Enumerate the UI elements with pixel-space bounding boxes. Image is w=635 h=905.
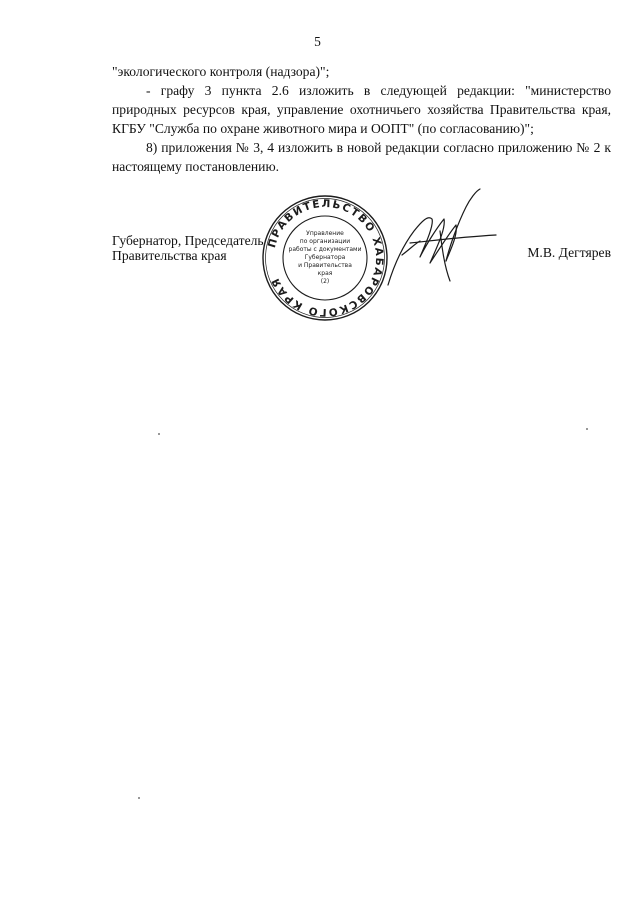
paragraph-appendix-edit: 8) приложения № 3, 4 изложить в новой редакции согласно приложению № 2 к настоящему постановлению. [112, 140, 611, 174]
signatory-title [112, 233, 264, 263]
scan-speck [138, 797, 140, 799]
signatory-title-line2: Правительства края [112, 248, 227, 263]
document-body [112, 62, 611, 176]
seal-inner-line: Губернатора [304, 254, 346, 261]
paragraph-column-edit: - графу 3 пункта 2.6 изложить в следующей редакции: "министерство природных ресурсов края, управление охотничьего хозяйства Правительства края, КГБУ "Служба по охране животного мира и ООПТ" (по согласованию)"; [112, 83, 611, 136]
page-number: 5 [314, 34, 321, 49]
seal-inner-line: и Правительства [298, 262, 352, 269]
handwritten-signature [380, 185, 500, 295]
signatory-title-line1: Губернатор, Председатель [112, 233, 264, 248]
seal-inner-line: (2) [320, 278, 330, 285]
scan-speck [158, 433, 160, 435]
scan-speck [586, 428, 588, 430]
seal-inner-line: края [317, 270, 333, 277]
official-seal [260, 193, 390, 323]
seal-inner-line: работы с документами [288, 246, 362, 253]
seal-inner-line: Управление [306, 230, 344, 237]
seal-inner-line: по организации [299, 238, 351, 245]
paragraph-continuation: "экологического контроля (надзора)"; [112, 64, 330, 79]
signatory-name: М.В. Дегтярев [527, 245, 611, 260]
seal-outer-text: ПРАВИТЕЛЬСТВО ХАБАРОВСКОГО КРАЯ [266, 197, 386, 319]
